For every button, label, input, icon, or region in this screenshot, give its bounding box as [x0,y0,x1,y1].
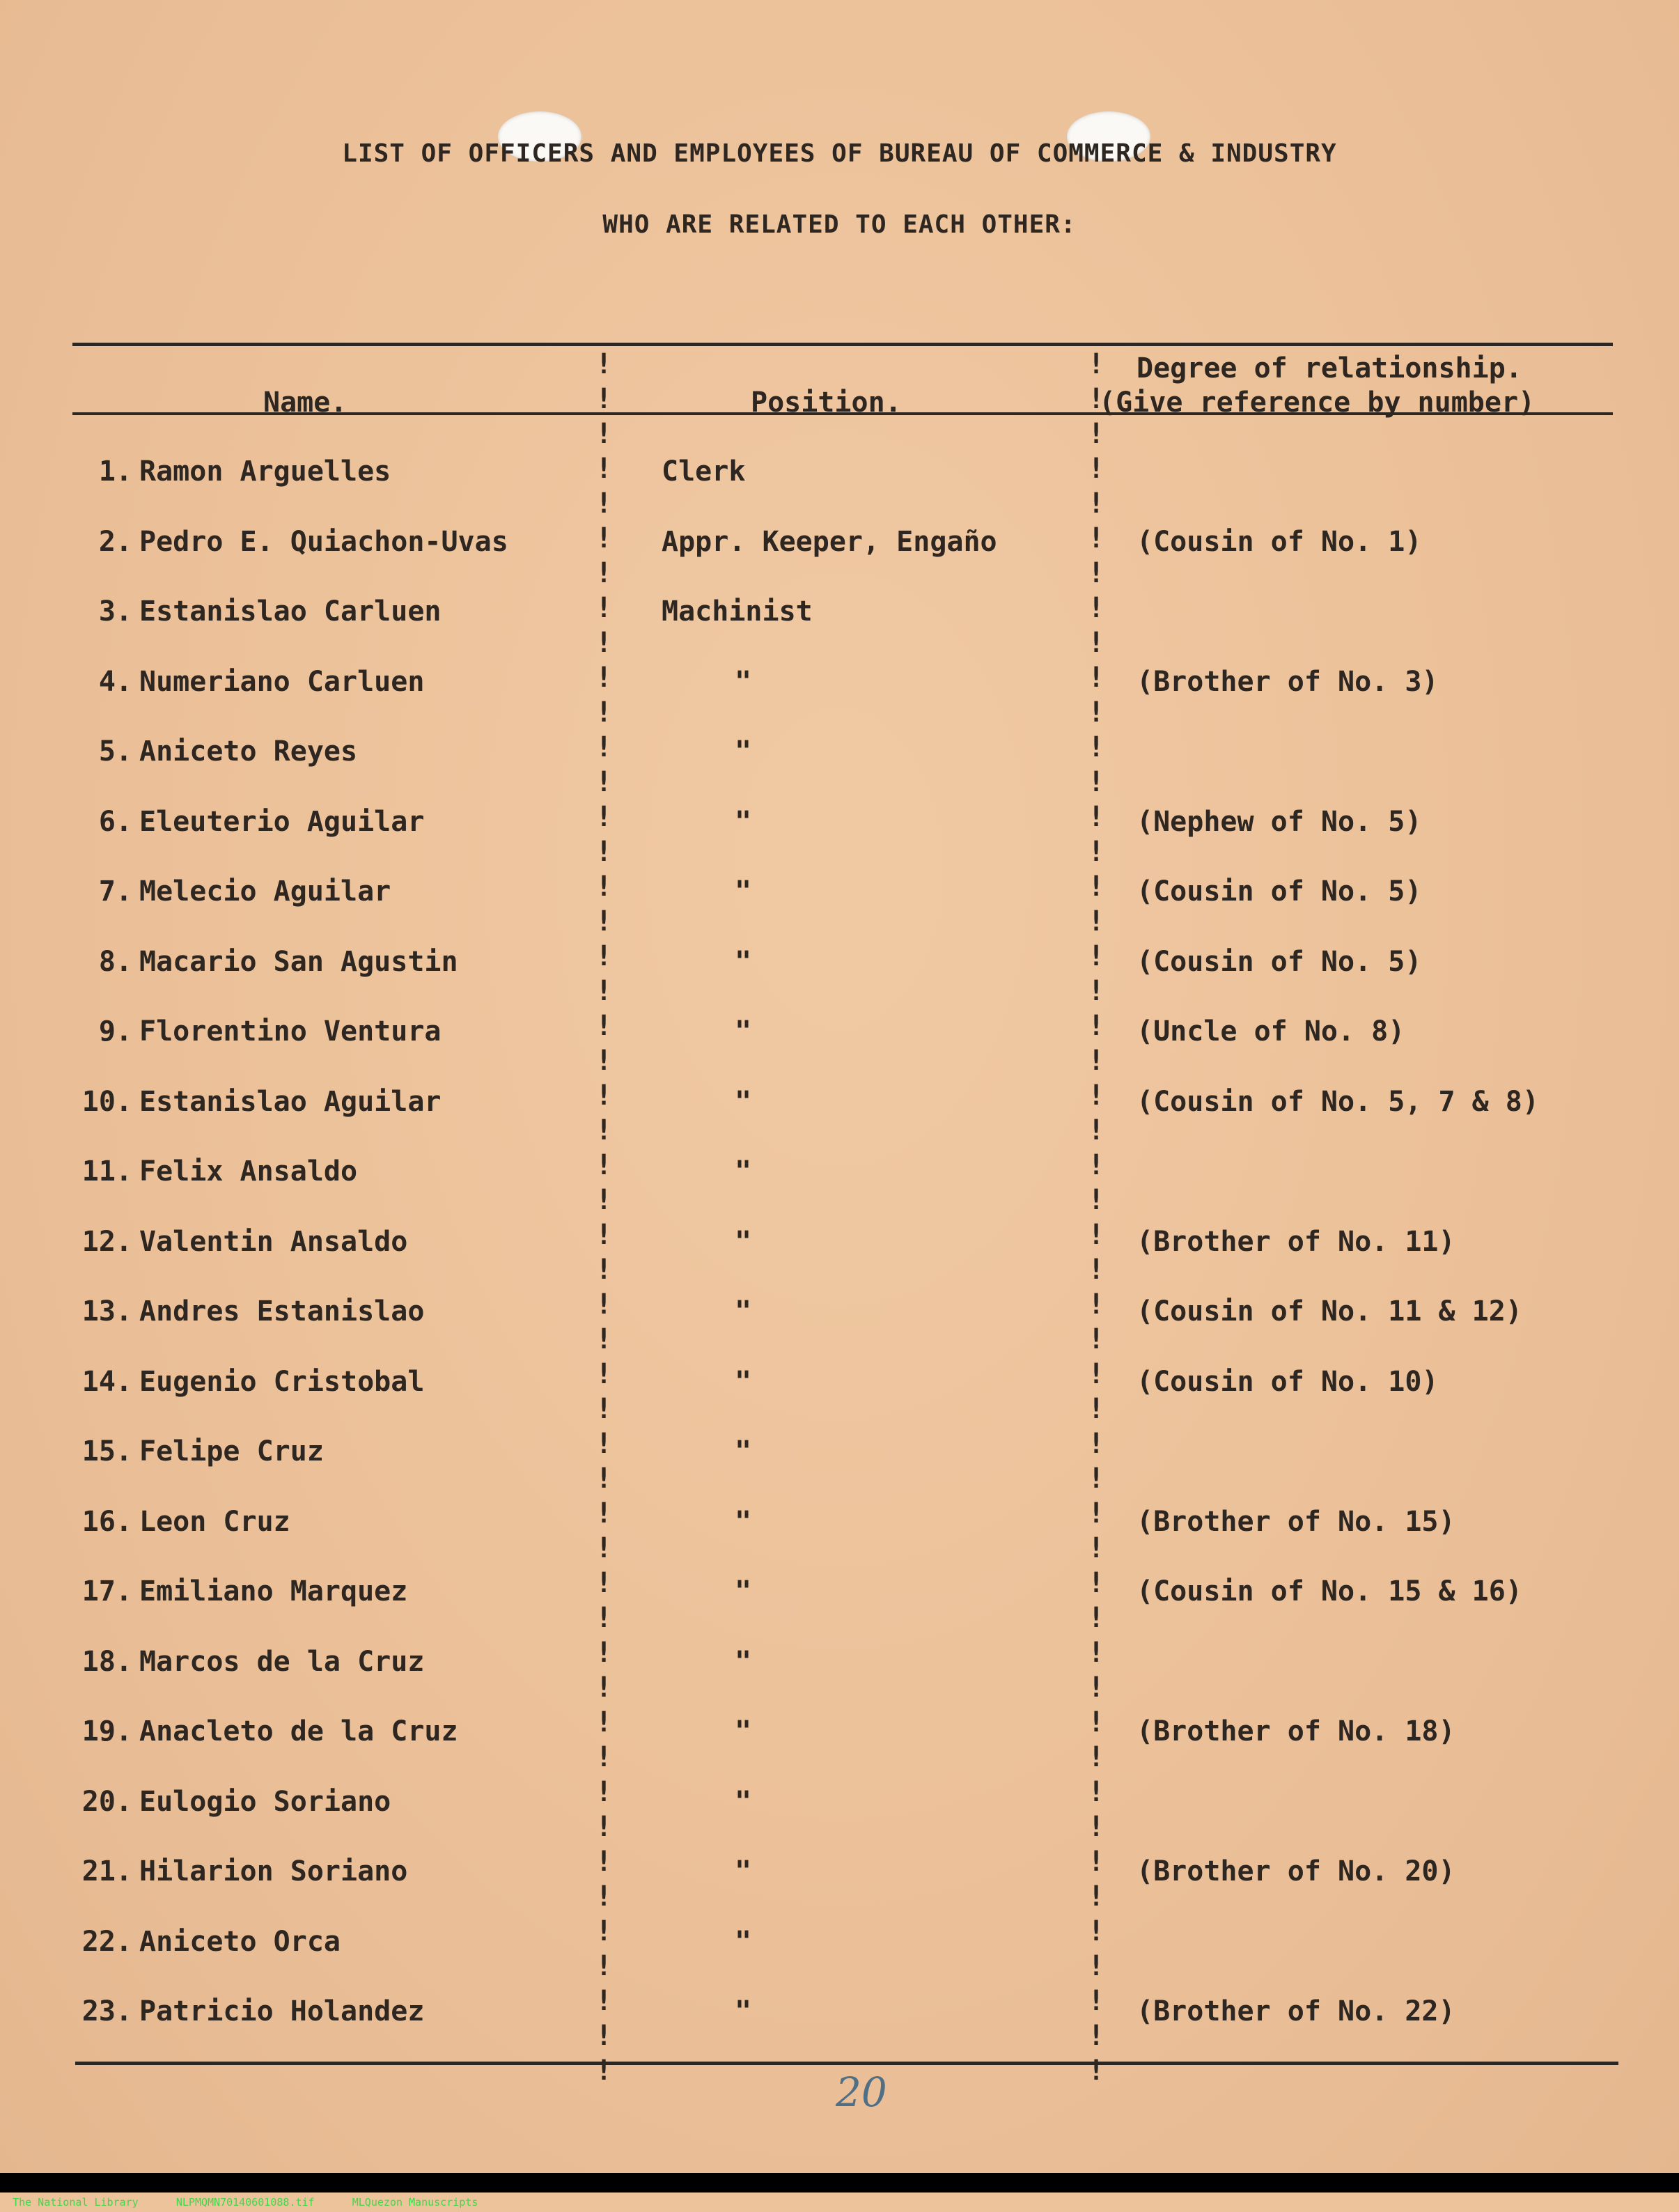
table-row [0,1084,1679,1154]
table-row [0,1294,1679,1364]
row-number: 4. [98,665,132,698]
separator-mark: ! [595,557,613,589]
row-number: 15. [81,1435,132,1467]
separator-mark: ! [1088,905,1105,937]
separator-mark: ! [1088,557,1105,589]
table-row [0,1994,1679,2064]
row-number: 14. [81,1365,132,1398]
employee-position: " [735,1225,752,1258]
separator-mark: ! [1088,522,1105,554]
separator-mark: ! [595,1358,613,1390]
employee-name: Hilarion Soriano [139,1855,408,1887]
row-number: 2. [98,525,132,558]
separator-mark: ! [595,383,613,415]
employee-position: " [735,1715,752,1747]
footer-library: The National Library [13,2196,139,2209]
employee-relationship: (Brother of No. 15) [1137,1505,1455,1538]
separator-mark: ! [595,1149,613,1181]
separator-mark: ! [595,940,613,972]
separator-mark: ! [1088,348,1105,380]
separator-mark: ! [1088,1358,1105,1390]
separator-mark: ! [1088,1672,1105,1704]
employee-name: Anacleto de la Cruz [139,1715,458,1747]
separator-mark: ! [595,348,613,380]
employee-name: Estanislao Aguilar [139,1085,442,1118]
separator-mark: ! [595,871,613,903]
employee-position: Machinist [662,595,813,628]
separator-mark: ! [595,592,613,624]
separator-mark: ! [595,1288,613,1321]
employee-name: Andres Estanislao [139,1295,425,1327]
column-header-position: Position. [751,387,902,419]
separator-mark: ! [1088,1323,1105,1355]
employee-position: " [735,1855,752,1887]
separator-mark: ! [595,1219,613,1251]
separator-mark: ! [595,731,613,763]
separator-mark: ! [595,1880,613,1913]
separator-mark: ! [1088,627,1105,659]
employee-position: " [735,1085,752,1118]
separator-mark: ! [1088,1045,1105,1077]
separator-mark: ! [1088,662,1105,694]
separator-mark: ! [595,1532,613,1564]
employee-position: " [735,1575,752,1607]
separator-mark: ! [1088,1950,1105,1982]
document-title-line2: WHO ARE RELATED TO EACH OTHER: [602,210,1077,239]
separator-mark: ! [595,1393,613,1425]
separator-mark: ! [595,975,613,1007]
table-row [0,1924,1679,1994]
table-row [0,1434,1679,1504]
separator-mark: ! [1088,975,1105,1007]
separator-mark: ! [595,453,613,485]
page-number-stamp: 20 [836,2069,887,2116]
employee-name: Pedro E. Quiachon-Uvas [139,525,508,558]
separator-mark: ! [595,1706,613,1738]
separator-mark: ! [1088,1741,1105,1773]
separator-mark: ! [1088,696,1105,729]
separator-mark: ! [1088,1428,1105,1460]
separator-mark: ! [595,905,613,937]
separator-mark: ! [595,2055,613,2087]
employee-position: " [735,1925,752,1958]
employee-relationship: (Cousin of No. 10) [1137,1365,1439,1398]
row-number: 1. [98,455,132,488]
separator-mark: ! [595,488,613,520]
employee-name: Valentin Ansaldo [139,1225,408,1258]
table-row [0,1574,1679,1644]
row-number: 8. [98,945,132,978]
employee-name: Eulogio Soriano [139,1785,391,1818]
separator-mark: ! [595,1428,613,1460]
separator-mark: ! [595,836,613,868]
table-row [0,804,1679,874]
employee-name: Felipe Cruz [139,1435,324,1467]
employee-position: " [735,1995,752,2027]
separator-mark: ! [595,1672,613,1704]
separator-mark: ! [595,662,613,694]
separator-mark: ! [1088,1846,1105,1878]
separator-mark: ! [1088,1184,1105,1216]
row-number: 16. [81,1505,132,1538]
employee-relationship: (Brother of No. 3) [1137,665,1439,698]
row-number: 19. [81,1715,132,1747]
employee-position: " [735,1295,752,1327]
separator-mark: ! [595,1323,613,1355]
separator-mark: ! [1088,1288,1105,1321]
employee-name: Ramon Arguelles [139,455,391,488]
table-row [0,1364,1679,1434]
row-number: 3. [98,595,132,628]
separator-mark: ! [1088,1114,1105,1146]
employee-relationship: (Brother of No. 18) [1137,1715,1455,1747]
row-number: 18. [81,1645,132,1678]
document-title-line1: LIST OF OFFICERS AND EMPLOYEES OF BUREAU OF COMMERCE & INDUSTRY [342,139,1337,168]
separator-mark: ! [1088,1254,1105,1286]
separator-mark: ! [595,801,613,833]
table-row [0,454,1679,524]
separator-mark: ! [1088,1811,1105,1843]
separator-mark: ! [1088,383,1105,415]
column-header-name: Name. [263,387,347,419]
employee-name: Leon Cruz [139,1505,290,1538]
separator-mark: ! [1088,1219,1105,1251]
separator-mark: ! [595,1985,613,2017]
employee-relationship: (Cousin of No. 5) [1137,945,1422,978]
separator-mark: ! [595,766,613,798]
separator-mark: ! [1088,1776,1105,1808]
separator-mark: ! [595,1045,613,1077]
column-header-relationship-line1: Degree of relationship. [1137,352,1522,384]
table-row [0,874,1679,944]
employee-position: " [735,1365,752,1398]
employee-name: Macario San Agustin [139,945,458,978]
row-number: 6. [98,805,132,838]
employee-position: " [735,735,752,768]
employee-relationship: (Cousin of No. 5, 7 & 8) [1137,1085,1539,1118]
separator-mark: ! [595,1776,613,1808]
separator-mark: ! [595,1602,613,1634]
separator-mark: ! [1088,1915,1105,1947]
separator-mark: ! [1088,1463,1105,1495]
separator-mark: ! [1088,801,1105,833]
footer-file: NLPMQMN70140601088.tif [175,2196,315,2209]
separator-mark: ! [595,1915,613,1947]
employee-position: " [735,1435,752,1467]
archive-footer [0,2173,1679,2209]
table-row [0,524,1679,594]
separator-mark: ! [595,1114,613,1146]
employee-relationship: (Brother of No. 11) [1137,1225,1455,1258]
row-number: 9. [98,1015,132,1047]
row-number: 13. [81,1295,132,1327]
employee-name: Eugenio Cristobal [139,1365,425,1398]
employee-relationship: (Cousin of No. 5) [1137,875,1422,908]
separator-mark: ! [1088,731,1105,763]
table-row [0,1014,1679,1084]
separator-mark: ! [1088,1880,1105,1913]
row-number: 17. [81,1575,132,1607]
separator-mark: ! [595,1567,613,1599]
row-number: 12. [81,1225,132,1258]
table-top-rule [72,343,1613,346]
separator-mark: ! [1088,1393,1105,1425]
row-number: 7. [98,875,132,908]
employee-position: Appr. Keeper, Engaño [662,525,997,558]
employee-position: " [735,945,752,978]
separator-mark: ! [595,2020,613,2052]
employee-relationship: (Cousin of No. 15 & 16) [1137,1575,1522,1607]
separator-mark: ! [1088,1080,1105,1112]
separator-mark: ! [1088,2020,1105,2052]
separator-mark: ! [595,1010,613,1042]
employee-name: Marcos de la Cruz [139,1645,425,1678]
row-number: 21. [81,1855,132,1887]
column-header-relationship-line2: (Give reference by number) [1099,387,1536,419]
table-row [0,1504,1679,1574]
separator-mark: ! [595,1184,613,1216]
separator-mark: ! [1088,1010,1105,1042]
employee-position: " [735,1155,752,1187]
employee-relationship: (Cousin of No. 1) [1137,525,1422,558]
separator-mark: ! [595,696,613,729]
employee-name: Eleuterio Aguilar [139,805,425,838]
table-row [0,1154,1679,1224]
separator-mark: ! [1088,2055,1105,2087]
employee-position: " [735,1015,752,1047]
row-number: 11. [81,1155,132,1187]
employee-position: " [735,875,752,908]
separator-mark: ! [1088,1567,1105,1599]
employee-name: Aniceto Reyes [139,735,358,768]
separator-mark: ! [1088,1532,1105,1564]
separator-mark: ! [595,1080,613,1112]
separator-mark: ! [1088,1497,1105,1529]
separator-mark: ! [595,1741,613,1773]
separator-mark: ! [1088,940,1105,972]
employee-name: Numeriano Carluen [139,665,425,698]
employee-relationship: (Cousin of No. 11 & 12) [1137,1295,1522,1327]
employee-position: " [735,1645,752,1678]
separator-mark: ! [1088,871,1105,903]
table-row [0,1854,1679,1924]
separator-mark: ! [595,627,613,659]
table-row [0,1644,1679,1714]
employee-position: " [735,665,752,698]
separator-mark: ! [1088,453,1105,485]
separator-mark: ! [595,1497,613,1529]
table-row [0,1714,1679,1784]
table-row [0,594,1679,664]
separator-mark: ! [595,1254,613,1286]
separator-mark: ! [595,1637,613,1669]
row-number: 5. [98,735,132,768]
separator-mark: ! [595,1811,613,1843]
table-row [0,734,1679,804]
separator-mark: ! [1088,1637,1105,1669]
table-row [0,1784,1679,1854]
employee-relationship: (Nephew of No. 5) [1137,805,1422,838]
employee-name: Florentino Ventura [139,1015,442,1047]
employee-relationship: (Brother of No. 22) [1137,1995,1455,2027]
employee-relationship: (Uncle of No. 8) [1137,1015,1405,1047]
row-number: 23. [81,1995,132,2027]
employee-position: " [735,805,752,838]
separator-mark: ! [1088,1985,1105,2017]
table-row [0,1224,1679,1294]
employee-relationship: (Brother of No. 20) [1137,1855,1455,1887]
separator-mark: ! [1088,488,1105,520]
separator-mark: ! [1088,592,1105,624]
row-number: 20. [81,1785,132,1818]
separator-mark: ! [1088,1602,1105,1634]
separator-mark: ! [595,1463,613,1495]
separator-mark: ! [1088,418,1105,450]
employee-name: Emiliano Marquez [139,1575,408,1607]
separator-mark: ! [595,1950,613,1982]
separator-mark: ! [1088,1706,1105,1738]
employee-name: Estanislao Carluen [139,595,442,628]
employee-name: Patricio Holandez [139,1995,425,2027]
separator-mark: ! [595,522,613,554]
employee-name: Melecio Aguilar [139,875,391,908]
employee-position: " [735,1785,752,1818]
table-row [0,664,1679,734]
separator-mark: ! [1088,766,1105,798]
employee-position: Clerk [662,455,746,488]
separator-mark: ! [595,418,613,450]
employee-name: Aniceto Orca [139,1925,341,1958]
employee-name: Felix Ansaldo [139,1155,358,1187]
separator-mark: ! [1088,836,1105,868]
separator-mark: ! [595,1846,613,1878]
footer-collection: MLQuezon Manuscripts [352,2196,478,2209]
table-row [0,944,1679,1014]
separator-mark: ! [1088,1149,1105,1181]
row-number: 10. [81,1085,132,1118]
employee-position: " [735,1505,752,1538]
row-number: 22. [81,1925,132,1958]
